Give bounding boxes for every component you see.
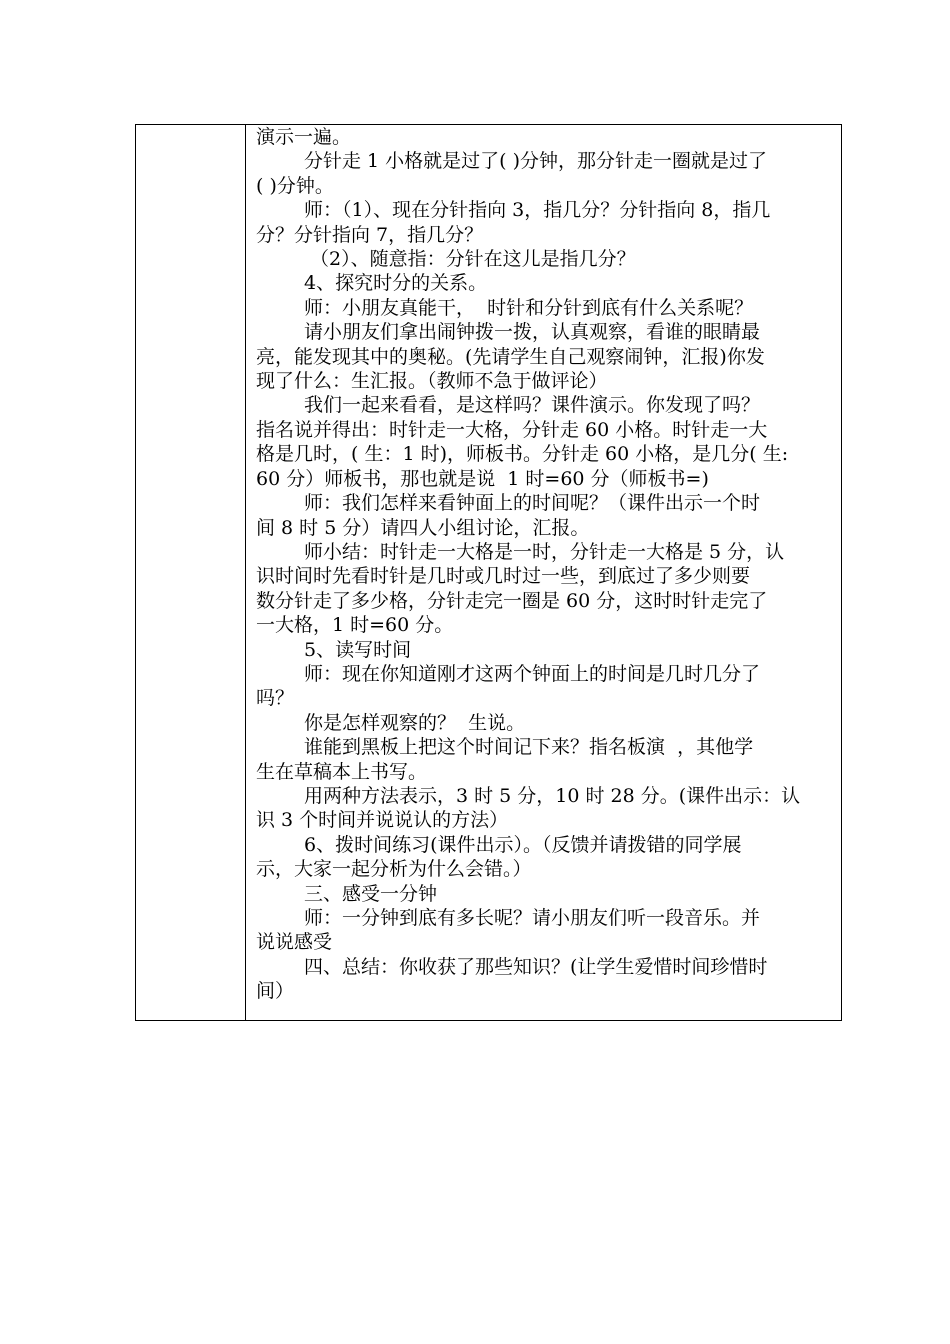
left-column-cell — [136, 125, 246, 1020]
text-line: ( )分钟。 — [256, 174, 334, 197]
lesson-table — [135, 124, 842, 1021]
text-line: 4、探究时分的关系。 — [304, 272, 488, 295]
text-line: （2）、随意指：分针在这儿是指几分？ — [304, 248, 636, 271]
lesson-text — [256, 125, 833, 1004]
text-line: 演示一遍。 — [256, 126, 352, 148]
text-line: 师小结：时针走一大格是一时，分针走一大格是 5 分，认 — [304, 540, 785, 563]
text-line: 三、感受一分钟 — [304, 882, 438, 905]
text-line: 谁能到黑板上把这个时间记下来？指名板演 ，其他学 — [304, 736, 754, 759]
text-line: 用两种方法表示，3 时 5 分，10 时 28 分。(课件出示：认 — [304, 784, 801, 807]
lesson-content-cell — [246, 125, 841, 1020]
text-line: 吗？ — [256, 687, 295, 710]
text-line: 5、读写时间 — [304, 638, 412, 661]
text-line: 示，大家一起分析为什么会错。） — [256, 858, 532, 881]
text-line: 亮，能发现其中的奥秘。(先请学生自己观察闹钟，汇报)你发 — [256, 345, 765, 368]
text-line: 间 8 时 5 分）请四人小组讨论，汇报。 — [256, 516, 590, 539]
text-line: 60 分）师板书，那也就是说 1 时=60 分（师板书=) — [256, 467, 709, 490]
text-line: 我们一起来看看，是这样吗？课件演示。你发现了吗？ — [304, 394, 761, 417]
text-line: 识 3 个时间并说说认的方法） — [256, 809, 509, 832]
text-line: 生在草稿本上书写。 — [256, 760, 428, 783]
text-line: 格是几时，( 生：1 时)，师板书。分针走 60 小格，是几分( 生: — [256, 443, 789, 466]
text-line: 识时间时先看时针是几时或几时过一些，到底过了多少则要 — [256, 565, 751, 588]
text-line: 说说感受 — [256, 931, 333, 954]
text-line: 师：（1）、现在分针指向 3，指几分？分针指向 8，指几 — [304, 199, 771, 222]
text-line: 指名说并得出：时针走一大格，分针走 60 小格。时针走一大 — [256, 418, 768, 441]
text-line: 请小朋友们拿出闹钟拨一拨，认真观察，看谁的眼睛最 — [304, 321, 761, 344]
text-line: 现了什么：生汇报。（教师不急于做评论） — [256, 370, 608, 393]
text-line: 师：一分钟到底有多长呢？请小朋友们听一段音乐。并 — [304, 907, 761, 929]
text-line: 你是怎样观察的？ 生说。 — [304, 711, 526, 734]
text-line: 师：小朋友真能干， 时针和分针到底有什么关系呢？ — [304, 296, 754, 319]
text-line: 四、总结：你收获了那些知识？(让学生爱惜时间珍惜时 — [304, 955, 768, 978]
text-line: 师：我们怎样来看钟面上的时间呢？（课件出示一个时 — [304, 492, 761, 515]
text-line: 师：现在你知道刚才这两个钟面上的时间是几时几分了 — [304, 662, 761, 685]
text-line: 一大格，1 时=60 分。 — [256, 614, 454, 637]
text-line: 分针走 1 小格就是过了( )分钟，那分针走一圈就是过了 — [304, 150, 768, 173]
text-line: 6、拨时间练习(课件出示）。（反馈并请拨错的同学展 — [304, 833, 742, 856]
text-line: 分？分针指向 7，指几分？ — [256, 223, 484, 246]
text-line: 数分针走了多少格，分针走完一圈是 60 分，这时时针走完了 — [256, 589, 768, 612]
text-line: 间） — [256, 980, 295, 1003]
